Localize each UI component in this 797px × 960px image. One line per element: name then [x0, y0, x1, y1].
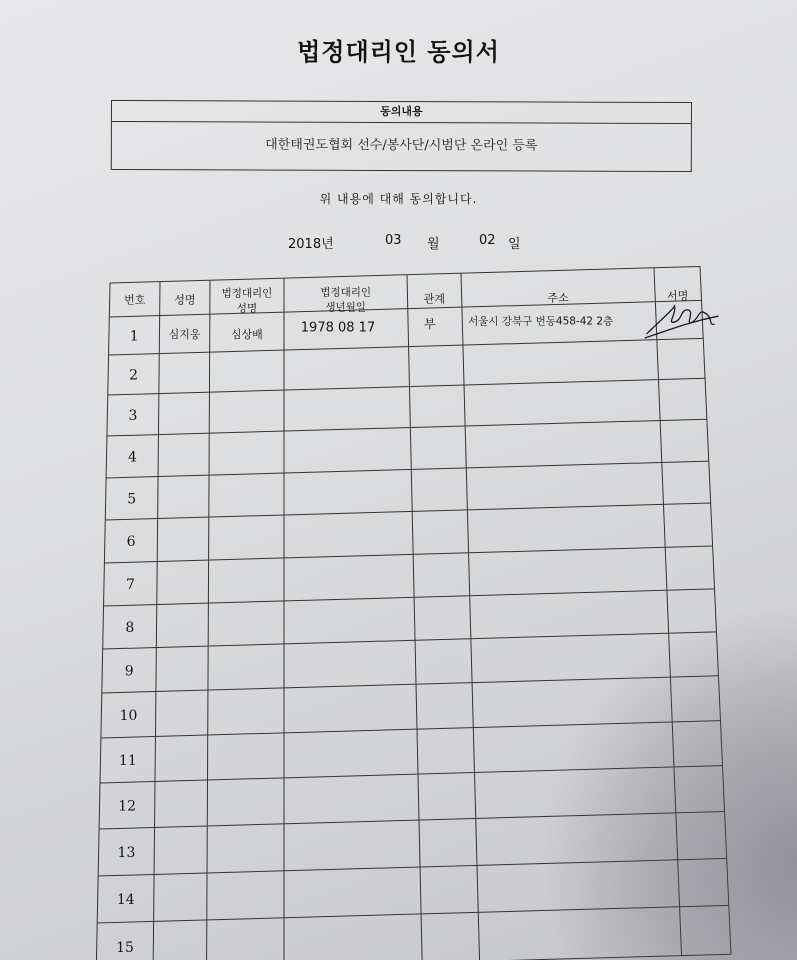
table-row-line: [100, 766, 723, 783]
header-guardian-birth-1: 법정대리인: [320, 286, 372, 299]
header-address: 주소: [547, 291, 569, 305]
agree-statement: 위 내용에 대해 동의합니다.: [319, 192, 478, 206]
date-month-unit: 월: [427, 237, 440, 252]
row-number: 14: [116, 892, 135, 909]
table-col-line: [654, 268, 682, 956]
entry-address: 서울시 강북구 번동458-42 2층: [468, 315, 614, 328]
header-relation: 관계: [423, 292, 446, 306]
row-number: 6: [126, 533, 136, 550]
table-row-line: [102, 676, 719, 693]
consent-text: 대한태권도협회 선수/봉사단/시범단 온라인 등록: [265, 137, 538, 154]
entry-guardian-birth: 1978 08 17: [300, 320, 376, 336]
table-row-line: [105, 503, 710, 520]
table-col-line: [461, 273, 480, 960]
date-day-unit: 일: [508, 237, 521, 252]
entry-name: 심지웅: [168, 327, 201, 341]
entry-guardian-name: 심상배: [230, 327, 263, 341]
header-guardian-name-2: 성명: [236, 302, 258, 315]
row-number: 11: [118, 753, 137, 770]
table-row-line: [97, 905, 729, 923]
table-row-line: [104, 546, 712, 563]
table-col-line: [96, 283, 110, 960]
row-number: 3: [128, 407, 138, 424]
date-year: 2018년: [288, 237, 334, 252]
table-row-line: [106, 461, 709, 478]
row-number: 9: [124, 663, 134, 680]
header-guardian-name-1: 법정대리인: [221, 287, 273, 300]
consent-header: 동의내용: [112, 101, 691, 124]
entry-relation: 부: [423, 316, 436, 331]
header-no: 번호: [124, 293, 146, 307]
table-row-line: [107, 419, 707, 436]
table-row-line: [110, 266, 700, 283]
table-col-line: [700, 266, 731, 954]
row-number: 15: [116, 940, 134, 957]
row-number: 4: [127, 449, 137, 466]
table-col-line: [207, 280, 210, 960]
date-month: 03: [385, 233, 402, 248]
row-number: 7: [126, 576, 135, 593]
header-signature: 서명: [667, 289, 689, 303]
document-title: 법정대리인 동의서: [297, 37, 500, 66]
row-number: 2: [129, 367, 139, 384]
table-col-line: [153, 282, 160, 960]
table-row-line: [98, 858, 727, 876]
row-number: 10: [119, 707, 138, 724]
row-number: 12: [118, 798, 137, 815]
table-row-line: [101, 721, 721, 738]
row-number: 5: [127, 491, 137, 508]
date-day: 02: [479, 233, 496, 248]
row-number: 1: [129, 328, 139, 345]
header-name: 성명: [174, 293, 196, 307]
table-row-line: [103, 632, 717, 649]
table-row-line: [99, 811, 724, 829]
row-number: 13: [117, 845, 136, 862]
table-col-line: [407, 275, 422, 960]
table-row-line: [104, 589, 715, 606]
table-row-line: [108, 378, 705, 395]
header-guardian-birth-2: 생년월일: [325, 301, 366, 314]
row-number: 8: [125, 619, 135, 636]
table-row-line: [96, 954, 731, 960]
